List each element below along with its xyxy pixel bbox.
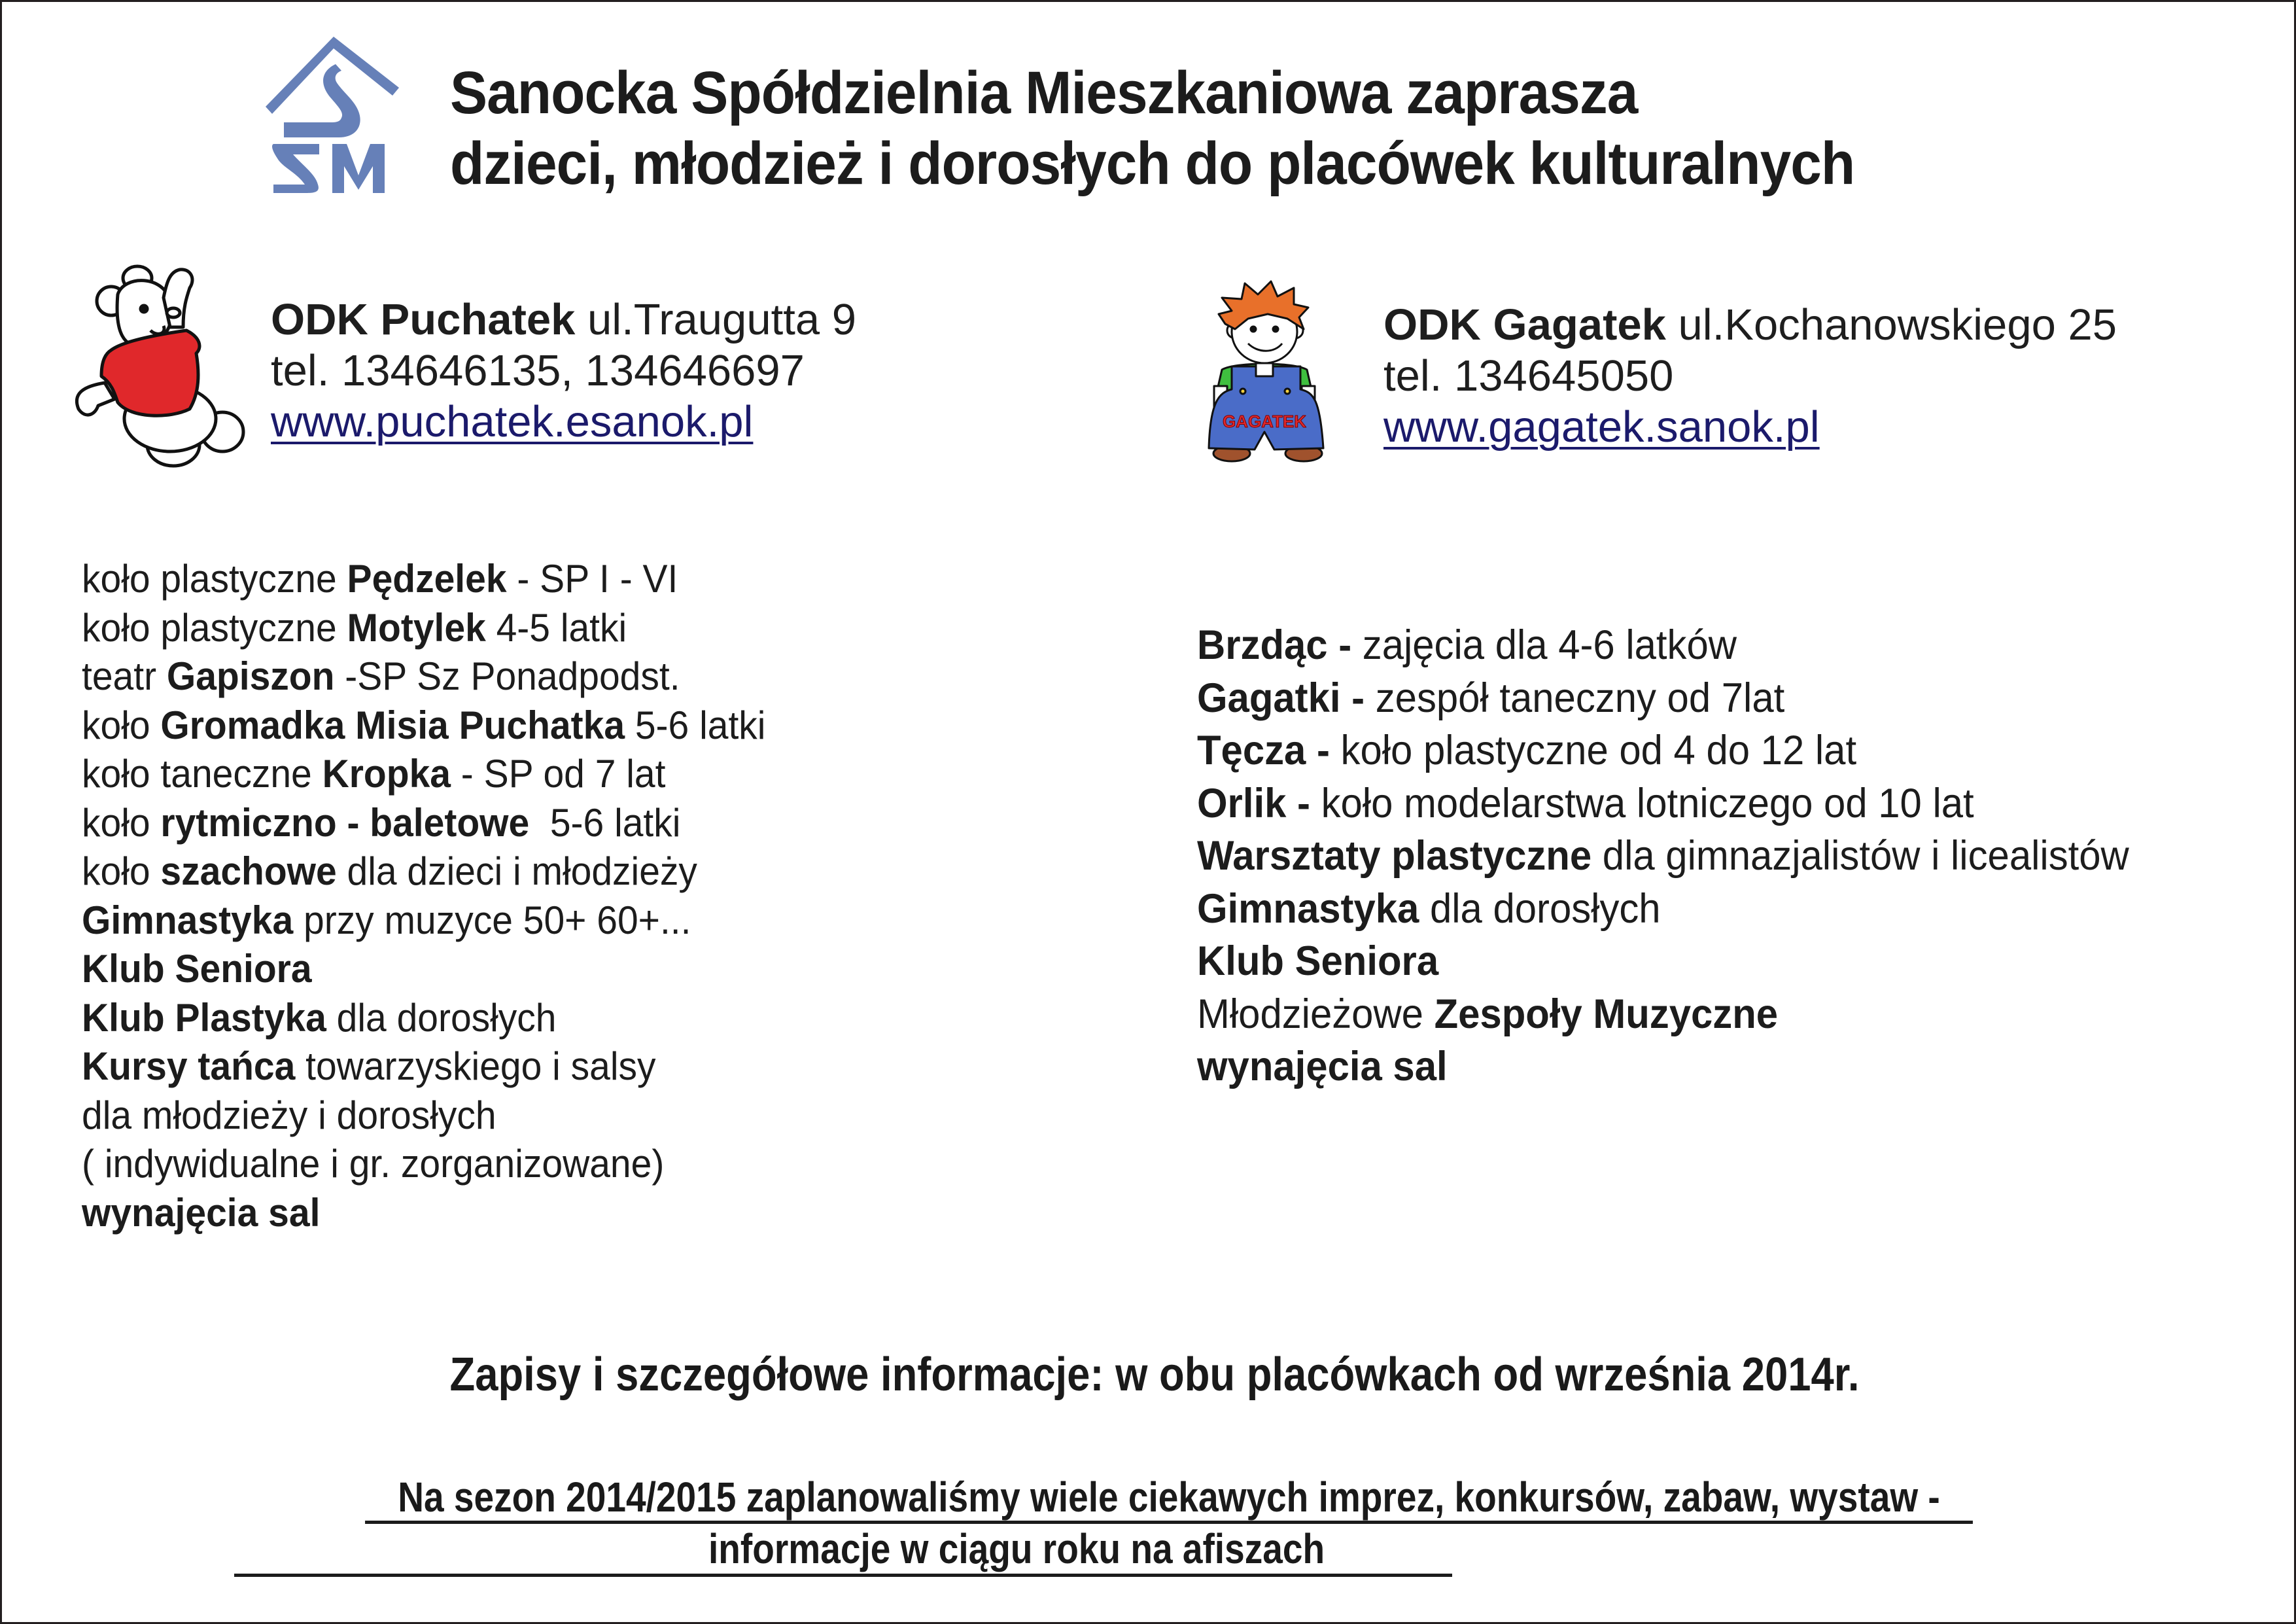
activity-name: Klub Seniora [1197,938,1439,984]
activity-detail: dla dorosłych [326,995,557,1040]
activity-item [82,604,765,653]
activity-item [82,1189,765,1238]
activity-name: Kropka [322,752,451,796]
activity-detail: koło plastyczne od 4 do 12 lat [1329,728,1857,773]
venue-website-link[interactable]: www.gagatek.sanok.pl [1383,402,1820,451]
activity-name: Warsztaty plastyczne [1197,833,1592,879]
activity-item [1197,988,2129,1041]
activity-item [1197,672,2129,725]
activity-name: Gimnastyka [82,898,294,942]
activity-detail: 4-5 latki [485,605,627,650]
venue-phone: tel. 134646135, 134646697 [271,346,805,395]
activity-name: Gagatki - [1197,675,1365,721]
activity-item [82,847,765,896]
activity-item [82,1042,765,1091]
activity-name: Motylek [347,605,486,650]
activity-detail: - SP I - VI [506,557,678,601]
activity-item [1197,619,2129,672]
activity-name: Pędzelek [347,557,507,601]
bear-mascot-icon [65,262,255,471]
activity-item [1197,935,2129,988]
activity-detail: koło [82,800,161,845]
activity-detail: zajęcia dla 4-6 latków [1351,622,1737,668]
season-line-2: informacje w ciągu roku na afiszach [708,1525,1325,1572]
activity-name: Gromadka Misia Puchatka [160,703,625,747]
activity-name: Gimnastyka [1197,885,1419,932]
activity-detail: -SP Sz Ponadpodst. [334,654,680,698]
activity-name: Zespoły Muzyczne [1434,991,1779,1037]
title-line-2: dzieci, młodzież i dorosłych do placówek kulturalnych [450,130,1855,197]
activity-item [82,1091,765,1140]
activity-detail: 5-6 latki [625,703,766,747]
activity-detail: dla gimnazjalistów i licealistów [1592,833,2129,879]
activity-detail: koło [82,703,161,747]
activity-item [82,555,765,604]
activity-name: szachowe [160,849,337,893]
house-roof-logo-icon [260,33,424,193]
activity-item [82,945,765,994]
activity-name: rytmiczno - baletowe [160,800,530,845]
venue-name: ODK Gagatek [1383,300,1666,349]
activity-name: wynajęcia sal [82,1190,321,1235]
activity-detail: ( indywidualne i gr. zorganizowane) [82,1142,665,1186]
activity-detail: koło taneczne [82,752,322,796]
activity-item [82,994,765,1043]
venue-address: ul.Kochanowskiego 25 [1665,300,2117,349]
puchatek-activity-list [82,555,765,1237]
activity-item [1197,883,2129,936]
activity-detail: - SP od 7 lat [450,752,666,796]
activity-detail: dla dzieci i młodzieży [336,849,697,893]
venue-gagatek [1383,300,2117,453]
venue-puchatek [271,294,856,448]
activity-item [1197,777,2129,830]
activity-name: Tęcza - [1197,728,1330,773]
activity-name: wynajęcia sal [1197,1044,1448,1089]
boy-mascot-label: GAGATEK [1222,412,1307,431]
activity-detail: Młodzieżowe [1197,991,1435,1037]
gagatek-activity-list [1197,619,2129,1093]
venue-address: ul.Traugutta 9 [575,295,856,344]
activity-detail: towarzyskiego i salsy [295,1044,656,1088]
activity-item [82,896,765,945]
activity-detail: 5-6 latki [529,800,681,845]
activity-name: Gapiszon [166,654,335,698]
activity-detail: koło modelarstwa lotniczego od 10 lat [1310,780,1974,826]
activity-item [1197,830,2129,883]
activity-name: Kursy tańca [82,1044,296,1088]
venue-website-link[interactable]: www.puchatek.esanok.pl [271,397,754,446]
activity-name: Klub Seniora [82,947,312,991]
boy-mascot-icon [1196,278,1333,465]
activity-item [82,701,765,750]
activity-detail: dla młodzieży i dorosłych [82,1093,496,1137]
poster-title [450,58,1854,199]
season-notice [234,1474,2104,1577]
activity-detail: przy muzyce 50+ 60+... [293,898,691,942]
activity-detail: koło plastyczne [82,557,347,601]
activity-detail: koło plastyczne [82,605,347,650]
activity-name: Brzdąc - [1197,622,1352,668]
venue-puchatek-title [271,294,856,345]
activity-detail: zespół taneczny od 7lat [1365,675,1785,721]
activity-detail: teatr [82,654,167,698]
season-line-2-wrap [234,1524,1452,1577]
activity-item [82,1140,765,1189]
activity-item [82,652,765,701]
venue-gagatek-title [1383,300,2117,351]
activity-item [1197,724,2129,777]
ssm-logo [260,33,424,193]
venue-phone: tel. 134645050 [1383,351,1674,400]
enrollment-text: Zapisy i szczegółowe informacje: w obu placówkach od września 2014r. [449,1349,1860,1401]
title-line-1: Sanocka Spółdzielnia Mieszkaniowa zaprasza [450,60,1638,126]
venue-name: ODK Puchatek [271,295,576,344]
enrollment-notice [139,1348,2159,1402]
activity-name: Klub Plastyka [82,995,326,1040]
activity-detail: dla dorosłych [1419,885,1661,932]
season-line-1: Na sezon 2014/2015 zaplanowaliśmy wiele ciekawych imprez, konkursów, zabaw, wystaw - [398,1474,1940,1521]
activity-item [82,799,765,848]
activity-item [82,750,765,799]
activity-name: Orlik - [1197,780,1310,826]
season-line-1-wrap [365,1474,1973,1524]
activity-item [1197,1040,2129,1093]
activity-detail: koło [82,849,161,893]
